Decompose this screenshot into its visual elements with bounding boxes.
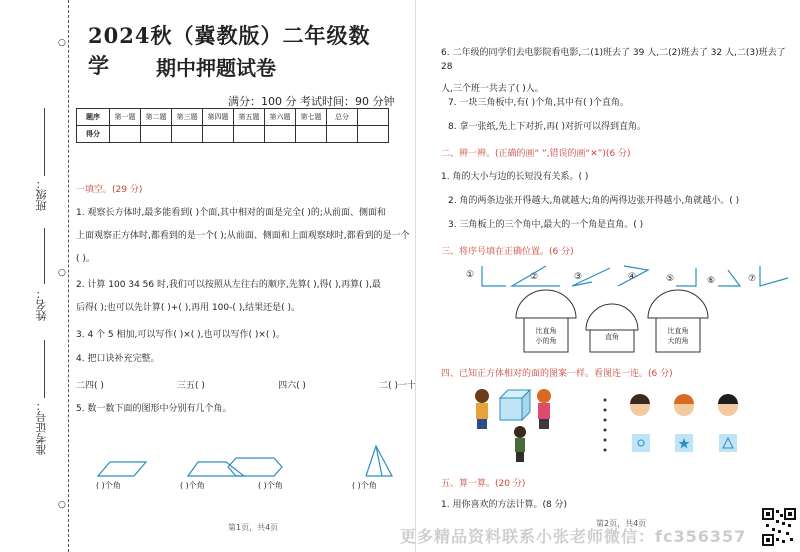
class-line bbox=[44, 108, 45, 176]
score-info: 满分：100 分 考试时间：90 分钟 bbox=[228, 95, 395, 108]
question-8: 8. 拿一张纸,先上下对折,再( )对折可以得到直角。 bbox=[448, 122, 647, 132]
shape-caption: ( )个角 bbox=[96, 481, 121, 490]
score-cell[interactable] bbox=[265, 126, 296, 143]
binding-ring: ○ bbox=[58, 268, 66, 278]
parallelogram-shape bbox=[98, 462, 146, 476]
angle-number: ② bbox=[530, 272, 539, 282]
question-6-line: 6. 二年级的同学们去电影院看电影,二(1)班去了 39 人,二(2)班去了 32 人,二(3)班去了 28 bbox=[441, 48, 786, 72]
score-cell[interactable] bbox=[141, 126, 172, 143]
score-table-header bbox=[358, 109, 389, 126]
kid-legs bbox=[539, 419, 549, 429]
kid-head bbox=[514, 426, 526, 438]
page-divider bbox=[415, 0, 416, 552]
angle-1-shape bbox=[482, 266, 506, 286]
shape-caption: ( )个角 bbox=[258, 481, 283, 490]
koujue-item: 四六( ) bbox=[278, 381, 306, 391]
connect-dot bbox=[604, 409, 607, 412]
cube-front bbox=[500, 398, 522, 420]
kid-legs bbox=[516, 452, 524, 462]
pattern-card bbox=[632, 434, 650, 452]
exam-title: 2024秋（冀教版）二年级数学 bbox=[88, 23, 371, 78]
question-1-line: 上面观察正方体时,都看到的是一个( );从前面、侧面和上面观察球时,都看到的是一个 bbox=[76, 231, 410, 241]
connect-dot bbox=[604, 429, 607, 432]
question-6-line: 人,三个班一共去了( )人。 bbox=[441, 84, 544, 94]
watermark: 更多精品资料联系小张老师微信：fc356357 bbox=[400, 527, 747, 546]
binding-ring: ○ bbox=[58, 500, 66, 510]
bin-label: 比直角 小的角 bbox=[535, 327, 557, 345]
section-1-title: 一填空。(29 分) bbox=[76, 185, 143, 195]
class-label: 班级： bbox=[35, 178, 48, 211]
bin-dome bbox=[586, 304, 638, 330]
kid-hair bbox=[718, 394, 738, 404]
kid-head bbox=[537, 389, 551, 403]
score-table-header: 第一题 bbox=[110, 109, 141, 126]
angle-number: ① bbox=[466, 270, 475, 280]
qr-code bbox=[762, 508, 796, 546]
question-1-line: ( )。 bbox=[76, 254, 95, 264]
binding-ring: ○ bbox=[58, 38, 66, 48]
section-2-title: 二、辨一辨。(正确的画“ ”,错误的画“✕”)(6 分) bbox=[441, 149, 631, 159]
kid-body bbox=[538, 403, 550, 419]
kid-hair bbox=[630, 394, 650, 404]
pattern-card bbox=[719, 434, 737, 452]
bin-dome bbox=[648, 290, 708, 318]
score-row-label: 得分 bbox=[77, 126, 110, 143]
score-table bbox=[76, 108, 389, 143]
angle-7-shape bbox=[760, 266, 788, 286]
question-3: 3. 4 个 5 相加,可以写作( )×( ),也可以写作( )×( )。 bbox=[76, 330, 285, 340]
koujue-item: 三五( ) bbox=[177, 381, 205, 391]
hexagon-shape bbox=[228, 458, 282, 476]
connect-dot bbox=[604, 419, 607, 422]
question-2 bbox=[76, 278, 416, 315]
score-cell[interactable] bbox=[296, 126, 327, 143]
score-cell[interactable] bbox=[327, 126, 358, 143]
score-cell[interactable] bbox=[358, 126, 389, 143]
angle-3-shape bbox=[572, 268, 610, 286]
angle-5-shape bbox=[676, 268, 696, 286]
section-3-title: 三、将序号填在正确位置。(6 分) bbox=[441, 247, 574, 257]
score-table-header: 第四题 bbox=[203, 109, 234, 126]
question-7: 7. 一块三角板中,有( )个角,其中有( )个直角。 bbox=[448, 98, 629, 108]
exam-id-label: 准考证号： bbox=[35, 400, 48, 455]
bin-dome bbox=[516, 290, 576, 318]
bin-label: 直角 bbox=[605, 333, 619, 341]
kid-head bbox=[475, 389, 489, 403]
score-cell[interactable] bbox=[110, 126, 141, 143]
kids-around-cube bbox=[466, 384, 556, 464]
score-table-header: 第二题 bbox=[141, 109, 172, 126]
connect-dot bbox=[604, 399, 607, 402]
exam-id-line bbox=[44, 340, 45, 398]
angle-number: ③ bbox=[574, 272, 583, 282]
question-1-line: 1. 观察长方体时,最多能看到( )个面,其中相对的面是完全( )的;从前面、侧面和 bbox=[76, 208, 386, 218]
kid-body bbox=[476, 403, 488, 419]
koujue-item: 二( )一十 bbox=[379, 381, 416, 391]
judge-2: 2. 角的两条边张开得越大,角就越大;角的两得边张开得越小,角就越小。( ) bbox=[448, 196, 740, 206]
question-2-line: 2. 计算 100 34 56 时,我们可以按照从左往右的顺序,先算( ),得( ),再算( ),最 bbox=[76, 280, 381, 290]
left-footer: 第1页，共4页 bbox=[228, 523, 279, 532]
score-cell[interactable] bbox=[203, 126, 234, 143]
question-1 bbox=[76, 206, 416, 266]
score-cell[interactable] bbox=[172, 126, 203, 143]
score-table-header: 题序 bbox=[77, 109, 110, 126]
trapezoid-shape bbox=[188, 462, 244, 476]
connect-dots bbox=[600, 396, 610, 460]
koujue-row bbox=[76, 378, 416, 391]
exam-subtitle: 期中押题试卷 bbox=[156, 56, 276, 80]
section-4-title: 四、已知正方体相对的面的图案一样。看图连一连。(6 分) bbox=[441, 369, 673, 379]
angle-6-shape bbox=[718, 270, 740, 286]
section-5-title: 五、算一算。(20 分) bbox=[441, 479, 526, 489]
angle-number: ⑦ bbox=[748, 274, 757, 284]
kid-legs bbox=[477, 419, 487, 429]
shape-caption: ( )个角 bbox=[180, 481, 205, 490]
name-label: 姓名： bbox=[35, 288, 48, 321]
angle-2-shape bbox=[512, 266, 560, 286]
judge-3: 3. 三角板上的三个角中,最大的一个角是直角。( ) bbox=[448, 220, 644, 230]
score-table-header: 第五题 bbox=[234, 109, 265, 126]
question-4: 4. 把口诀补充完整。 bbox=[76, 354, 160, 364]
angle-number: ⑤ bbox=[666, 274, 675, 284]
binding-margin bbox=[0, 0, 69, 552]
question-2-line: 后得( );也可以先计算( )+( ),再用 100-( ),结果还是( )。 bbox=[76, 303, 300, 313]
question-6 bbox=[441, 46, 786, 96]
score-table-header: 第三题 bbox=[172, 109, 203, 126]
kid-hair bbox=[674, 394, 694, 404]
question-5: 5. 数一数下面的图形中分别有几个角。 bbox=[76, 404, 232, 414]
score-table-header: 总分 bbox=[327, 109, 358, 126]
right-footer: 第2页，共4页 bbox=[596, 519, 647, 528]
name-line bbox=[44, 228, 45, 284]
calc-question-1: 1. 用你喜欢的方法计算。(8 分) bbox=[441, 500, 568, 510]
angle-number: ④ bbox=[628, 272, 637, 282]
score-table-header: 第七题 bbox=[296, 109, 327, 126]
connect-dot bbox=[604, 449, 607, 452]
kid-faces-and-cards bbox=[624, 394, 744, 456]
kid-body bbox=[515, 438, 525, 452]
score-table-header: 第六题 bbox=[265, 109, 296, 126]
judge-1: 1. 角的大小与边的长短没有关系。( ) bbox=[441, 172, 589, 182]
bin-label: 比直角 大的角 bbox=[667, 327, 689, 345]
koujue-item: 二四( ) bbox=[76, 381, 104, 391]
connect-dot bbox=[604, 439, 607, 442]
angle-4-shape bbox=[618, 266, 648, 286]
angle-number: ⑥ bbox=[707, 276, 716, 286]
score-cell[interactable] bbox=[234, 126, 265, 143]
angle-shapes bbox=[76, 440, 416, 480]
shape-caption: ( )个角 bbox=[352, 481, 377, 490]
